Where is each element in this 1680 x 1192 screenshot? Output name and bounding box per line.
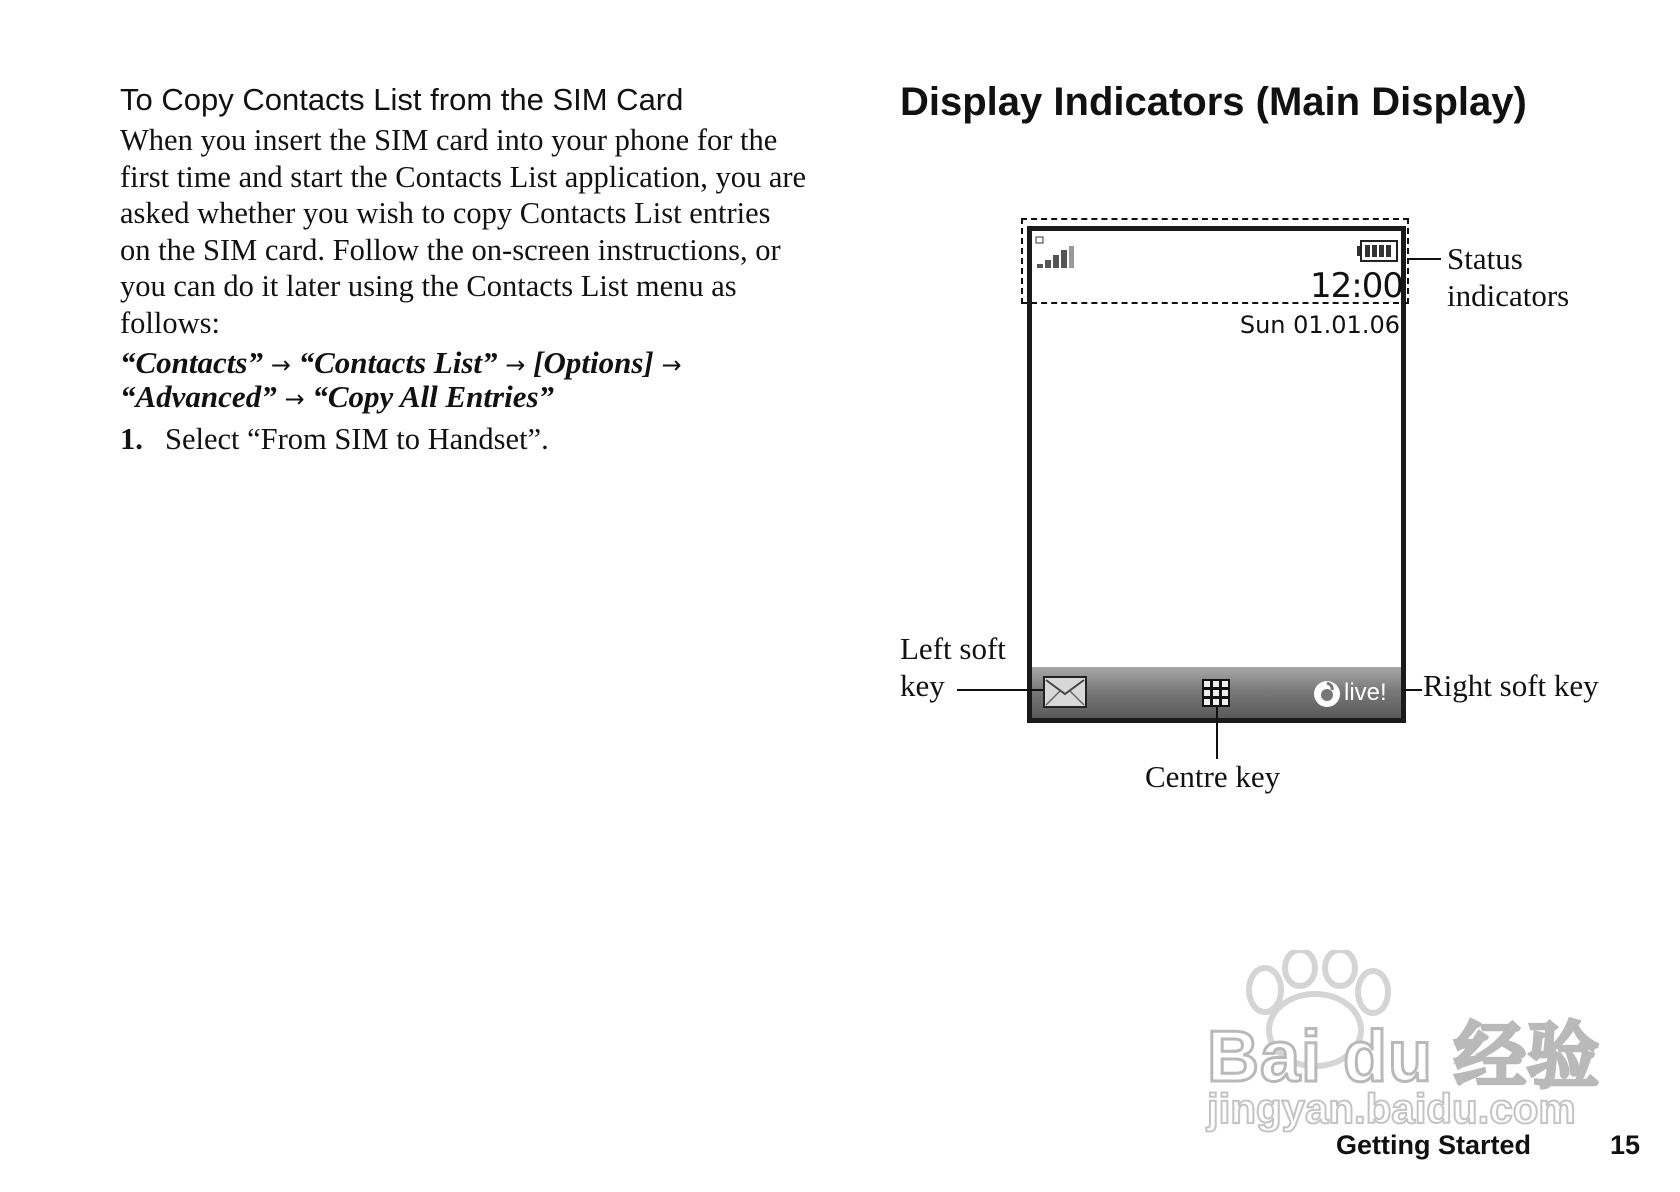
body-paragraph xyxy=(120,122,840,341)
page-number: 15 xyxy=(1610,1130,1641,1160)
clock-time: 12:00 xyxy=(1310,266,1403,306)
arrow-icon: → xyxy=(270,351,291,379)
callout-leader-line xyxy=(957,689,1043,691)
body-line: on the SIM card. Follow the on-screen instructions, or xyxy=(120,232,781,267)
step-text: Select “From SIM to Handset”. xyxy=(165,422,549,456)
callout-text: indicators xyxy=(1447,278,1570,313)
callout-left-soft-key xyxy=(900,630,1006,704)
watermark-url: jingyan.baidu.com xyxy=(1207,1085,1576,1132)
menu-path-step: [Options] xyxy=(533,345,654,380)
menu-path-line xyxy=(120,347,682,381)
body-line: When you insert the SIM card into your phone for the xyxy=(120,123,778,157)
arrow-icon: → xyxy=(284,385,305,413)
callout-right-soft-key: Right soft key xyxy=(1423,668,1599,703)
live-label[interactable]: live! xyxy=(1344,679,1387,706)
menu-path-step: “Copy All Entries” xyxy=(312,379,555,414)
callout-leader-line xyxy=(1409,258,1441,260)
callout-text: Status xyxy=(1447,241,1523,276)
section-heading: To Copy Contacts List from the SIM Card xyxy=(120,82,684,117)
body-line: asked whether you wish to copy Contacts List entries xyxy=(120,196,771,230)
callout-text: key xyxy=(900,668,945,703)
callout-leader-line xyxy=(1216,707,1218,759)
envelope-icon[interactable] xyxy=(1043,676,1087,708)
vodafone-live-icon[interactable] xyxy=(1312,679,1342,709)
body-line: you can do it later using the Contacts List menu as xyxy=(120,269,737,303)
body-line: follows: xyxy=(120,305,220,340)
footer-section-title: Getting Started xyxy=(1336,1130,1532,1160)
figure-heading: Display Indicators (Main Display) xyxy=(900,80,1527,124)
menu-path-step: “Advanced” xyxy=(120,379,277,414)
menu-grid-icon[interactable] xyxy=(1202,679,1230,707)
body-line: first time and start the Contacts List application, you are xyxy=(120,159,807,194)
callout-status-indicators xyxy=(1447,240,1569,314)
menu-path-step: “Contacts List” xyxy=(298,345,498,380)
menu-path-line xyxy=(120,381,682,415)
menu-path xyxy=(120,347,682,415)
battery-icon xyxy=(1357,240,1399,262)
signal-strength-icon xyxy=(1035,236,1075,272)
menu-path-step: “Contacts” xyxy=(120,345,263,380)
callout-leader-line xyxy=(1401,689,1422,691)
step-number: 1. xyxy=(120,422,143,456)
callout-centre-key: Centre key xyxy=(1145,759,1281,794)
watermark-text: Bai du 经验 xyxy=(1207,1017,1601,1097)
clock-date: Sun 01.01.06 xyxy=(1239,311,1400,339)
callout-text: Left soft xyxy=(900,631,1006,666)
step-item xyxy=(120,422,549,457)
arrow-icon: → xyxy=(505,351,526,379)
arrow-icon: → xyxy=(661,351,682,379)
